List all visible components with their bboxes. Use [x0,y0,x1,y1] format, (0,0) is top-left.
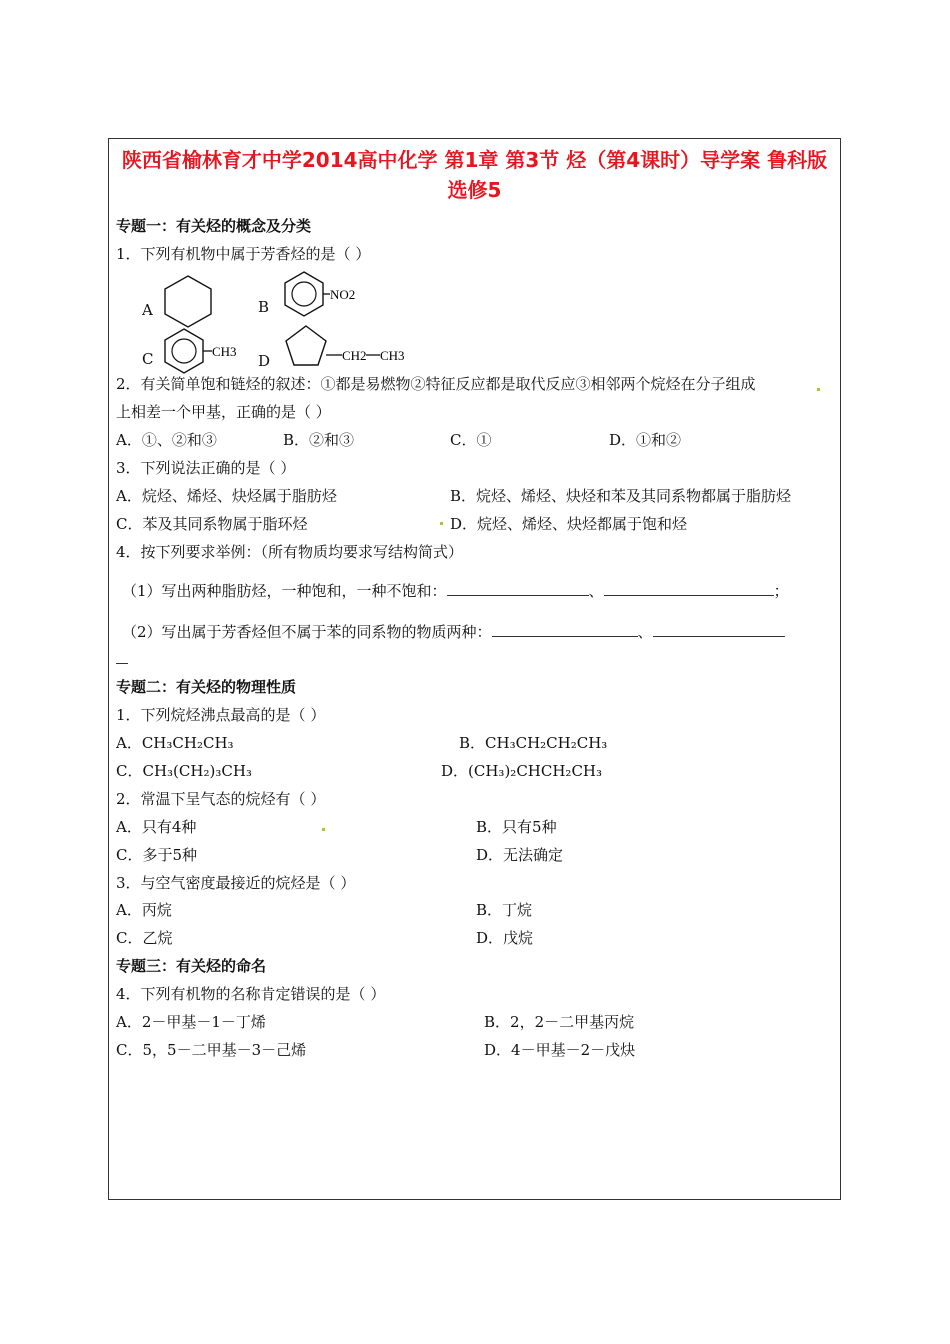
t1-q2-option-b: B．②和③ [283,431,355,449]
t2-q2-option-c: C．多于5种 [116,846,198,864]
t2-q1-option-c: C．CH₃(CH₂)₃CH₃ [116,762,252,780]
t1-q3-option-a: A．烷烃、烯烃、炔烃属于脂肪烃 [116,487,337,505]
decorative-dot [440,522,443,525]
t2-q3-option-d: D．戊烷 [476,929,534,947]
t1-q1-option-c-label: C [142,350,154,368]
t1-q2-stem-line2: 上相差一个甲基，正确的是（ ） [116,403,331,421]
t1-q4-part2 [122,622,785,642]
t2-q3-stem: 3．与空气密度最接近的烷烃是（ ） [116,874,356,892]
t1-q1-option-a-label: A [142,301,153,319]
cyclohexane-structure [160,272,216,330]
t1-q2-option-d: D．①和② [609,431,682,449]
t2-q2-option-a: A．只有4种 [116,818,197,836]
answer-blank-2[interactable] [604,581,774,596]
topic3-heading: 专题三：有关烃的命名 [116,957,267,975]
topic2-heading: 专题二：有关烃的物理性质 [116,678,297,696]
t1-q2-option-a: A．①、②和③ [116,431,217,449]
decorative-dot [817,388,820,391]
t1-q1-option-d-label: D [258,352,271,370]
t1-q3-option-c: C．苯及其同系物属于脂环烃 [116,515,308,533]
t2-q2-stem: 2．常温下呈气态的烷烃有（ ） [116,790,326,808]
answer-blank-3[interactable] [492,622,638,637]
answer-blank-4[interactable] [653,622,785,637]
t1-q4-stem: 4．按下列要求举例：（所有物质均要求写结构简式） [116,543,464,561]
t2-q2-option-b: B．只有5种 [476,818,557,836]
t2-q3-option-b: B．丁烷 [476,901,533,919]
t2-q1-option-b: B．CH₃CH₂CH₂CH₃ [459,734,608,752]
t2-q3-option-a: A．丙烷 [116,901,172,919]
ethylcyclopentane-structure [282,320,412,378]
mol-b-substituent: NO2 [330,287,356,302]
t2-q1-option-d: D．(CH₃)₂CHCH₂CH₃ [441,762,603,780]
t2-q2-option-d: D．无法确定 [476,846,564,864]
mol-d-substituent-2: CH3 [380,348,405,363]
mol-c-substituent: CH3 [212,344,237,359]
answer-blank-4-continuation[interactable] [116,663,128,664]
answer-blank-1[interactable] [447,581,589,596]
mol-d-substituent-1: CH2 [342,348,367,363]
topic1-heading: 专题一：有关烃的概念及分类 [116,217,312,235]
t2-q1-option-a: A．CH₃CH₂CH₃ [116,734,234,752]
t1-q1-stem: 1．下列有机物中属于芳香烃的是（ ） [116,245,371,263]
t1-q3-option-d: D．烷烃、烯烃、炔烃都属于饱和烃 [450,515,688,533]
decorative-dot [322,828,325,831]
t1-q4-part1 [122,581,789,601]
t1-q2-option-c: C．① [450,431,492,449]
separator: 、 [588,582,604,600]
t1-q3-stem: 3．下列说法正确的是（ ） [116,459,296,477]
t3-q4-option-b: B．2，2－二甲基丙烷 [484,1013,635,1031]
t1-q4-part2-text: （2）写出属于芳香烃但不属于苯的同系物的物质两种： [122,623,492,641]
t1-q3-option-b: B．烷烃、烯烃、炔烃和苯及其同系物都属于脂肪烃 [450,487,792,505]
nitrobenzene-structure [280,268,370,328]
terminator: ； [773,582,789,600]
page-title: 陕西省榆林育才中学2014高中化学 第1章 第3节 烃（第4课时）导学案 鲁科版选修5 [121,148,828,202]
t3-q4-option-d: D．4－甲基－2－戊炔 [484,1041,636,1059]
t3-q4-option-c: C．5，5－二甲基－3－己烯 [116,1041,307,1059]
t3-q4-option-a: A．2－甲基－1－丁烯 [116,1013,266,1031]
t3-q4-stem: 4．下列有机物的名称肯定错误的是（ ） [116,985,386,1003]
t1-q1-option-b-label: B [258,298,270,316]
t1-q4-part1-text: （1）写出两种脂肪烃，一种饱和，一种不饱和： [122,582,447,600]
t1-q2-stem-line1: 2．有关简单饱和链烃的叙述：①都是易燃物②特征反应都是取代反应③相邻两个烷烃在分子组成 [116,375,756,393]
t2-q1-stem: 1．下列烷烃沸点最高的是（ ） [116,706,326,724]
separator: 、 [637,623,653,641]
t2-q3-option-c: C．乙烷 [116,929,173,947]
